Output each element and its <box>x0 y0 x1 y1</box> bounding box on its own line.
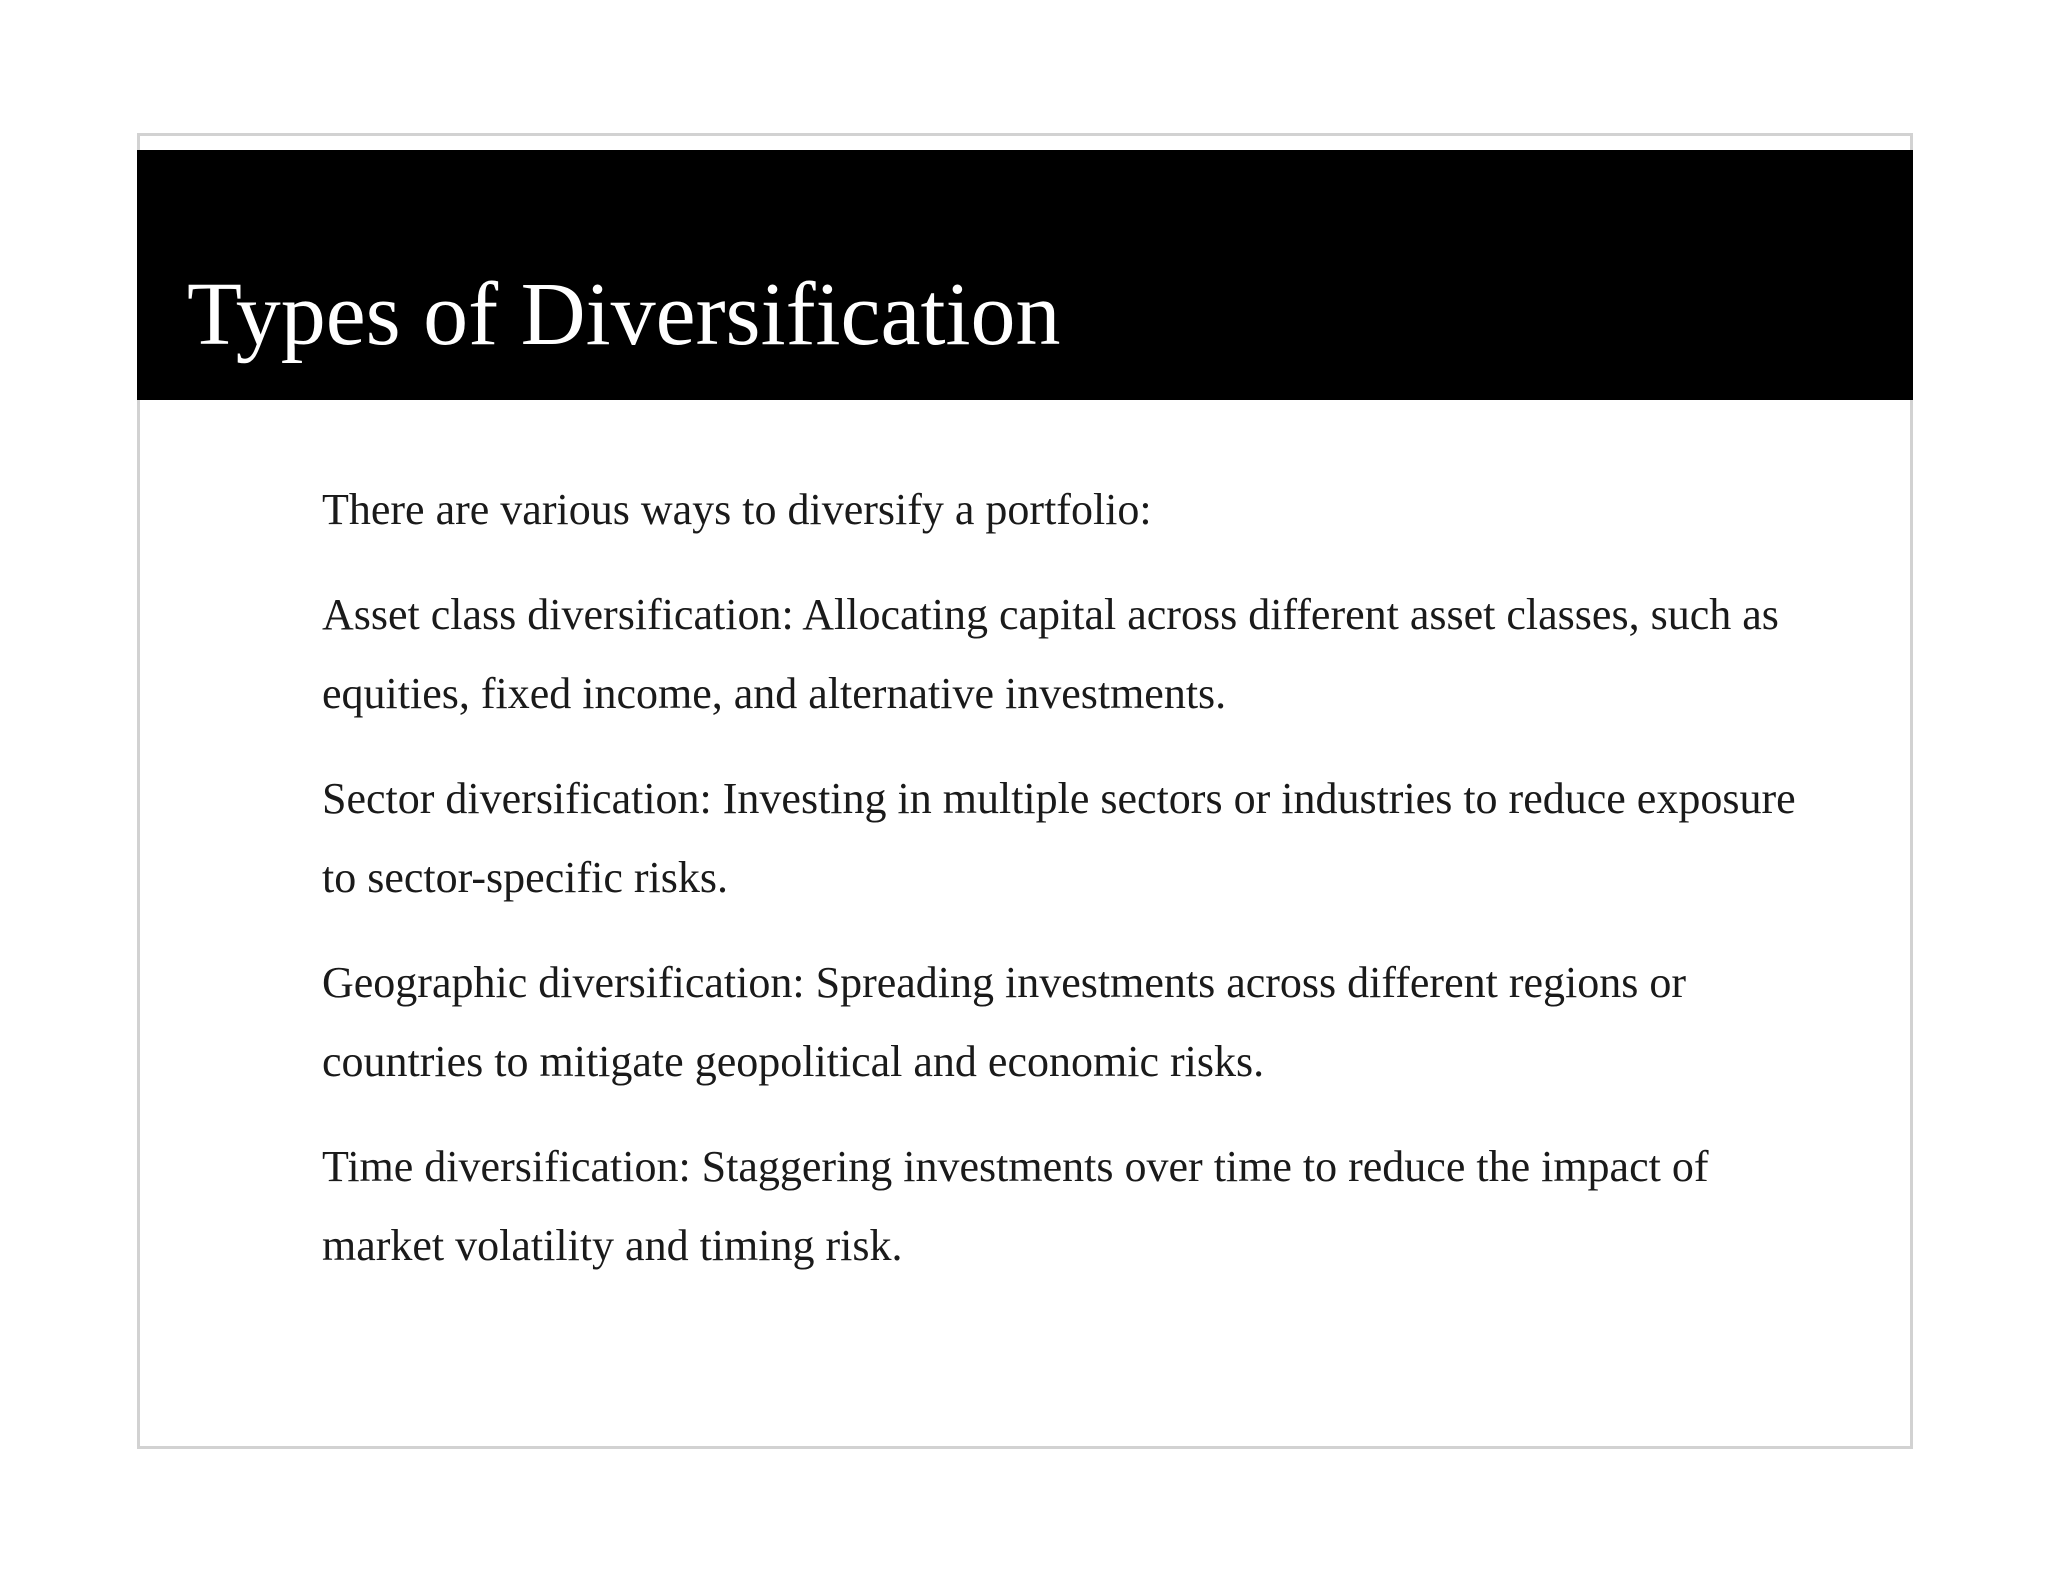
slide-body <box>322 470 1822 1311</box>
time-paragraph: Time diversification: Staggering investments over time to reduce the impact of market volatility and timing risk. <box>322 1142 1709 1270</box>
asset-class-paragraph: Asset class diversification: Allocating capital across different asset classes, such as equities, fixed income, and alternative investments. <box>322 590 1779 718</box>
slide-title: Types of Diversification <box>187 265 1061 364</box>
intro-paragraph: There are various ways to diversify a portfolio: <box>322 485 1152 534</box>
sector-paragraph: Sector diversification: Investing in multiple sectors or industries to reduce exposure to sector-specific risks. <box>322 774 1796 902</box>
title-bar <box>137 150 1913 400</box>
geographic-paragraph: Geographic diversification: Spreading investments across different regions or countries to mitigate geopolitical and economic risks. <box>322 958 1687 1086</box>
